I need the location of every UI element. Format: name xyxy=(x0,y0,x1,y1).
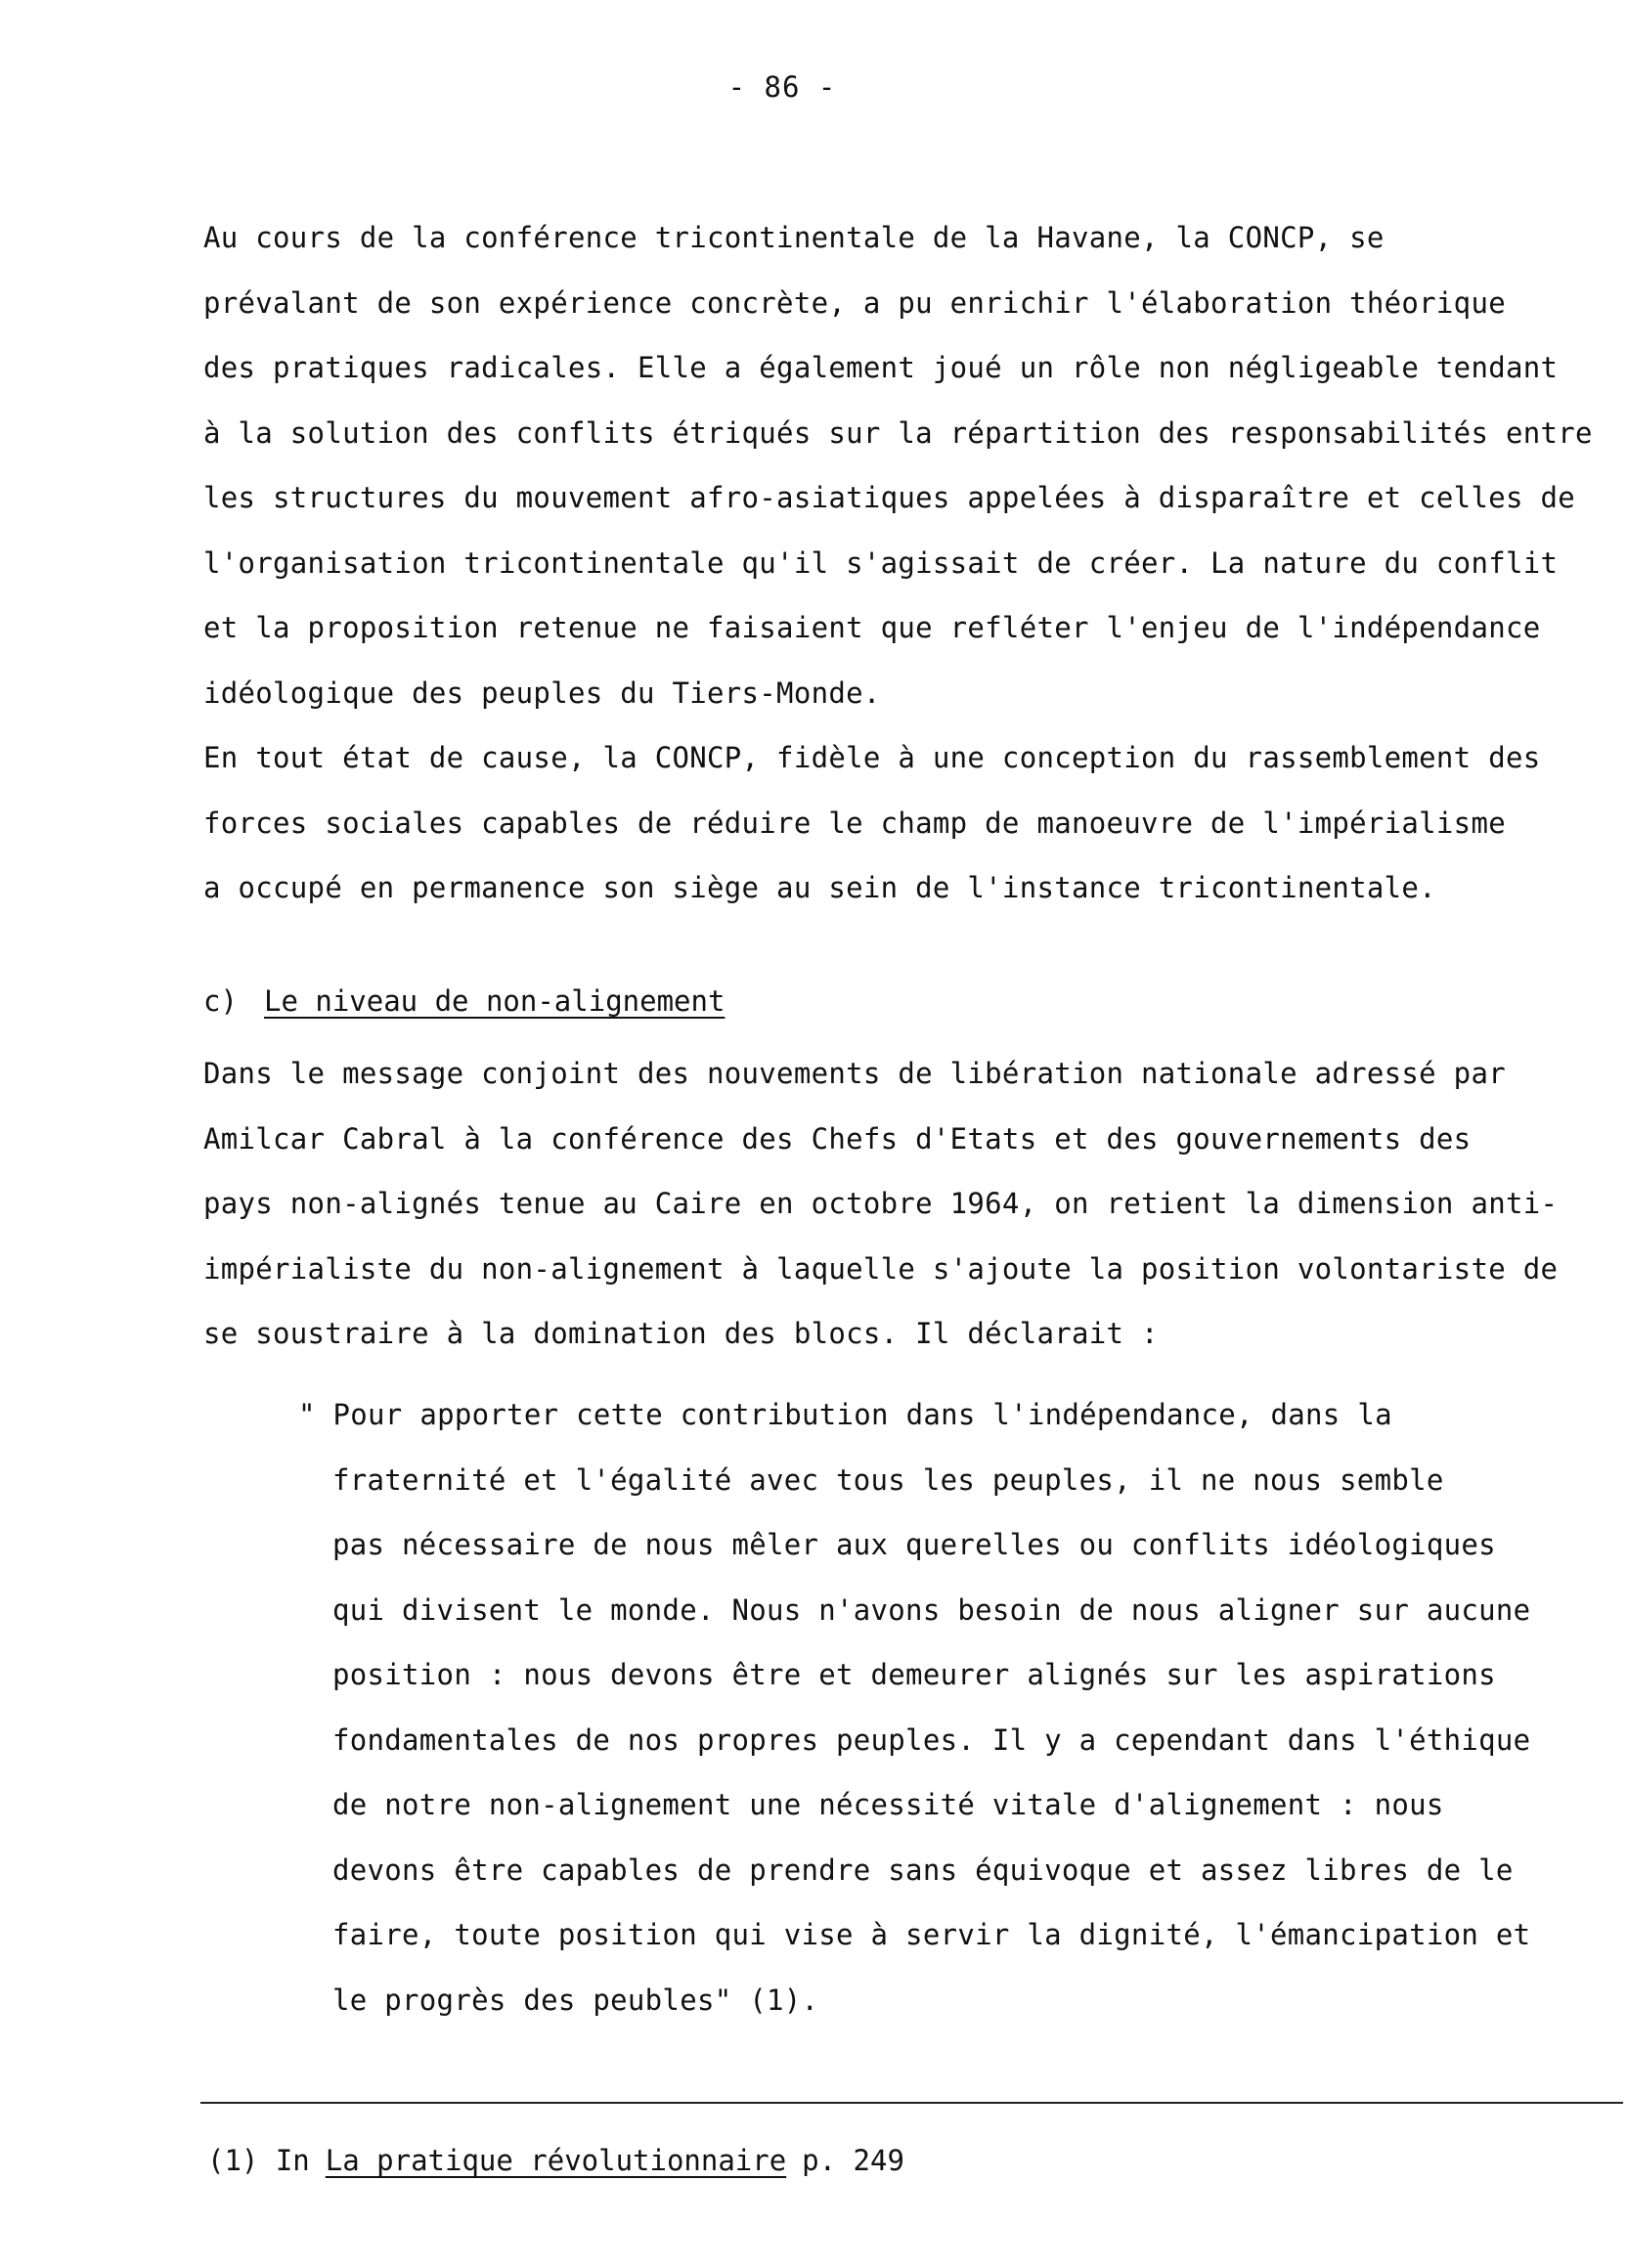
footnote-title: La pratique révolutionnaire xyxy=(325,2144,787,2177)
text-line: à la solution des conflits étriqués sur la répartition des responsabilités entre xyxy=(203,416,1593,450)
text-line: l'organisation tricontinentale qu'il s'agissait de créer. La nature du conflit xyxy=(203,546,1559,580)
section-title: Le niveau de non-alignement xyxy=(264,984,726,1018)
quote-line: de notre non-alignement une nécessité vitale d'alignement : nous xyxy=(332,1788,1444,1821)
text-line: En tout état de cause, la CONCP, fidèle à une conception du rassemblement des xyxy=(203,741,1541,774)
text-line: Dans le message conjoint des nouvements de libération nationale adressé par xyxy=(203,1057,1506,1090)
section-label: c) xyxy=(203,984,238,1018)
page-number: - 86 - xyxy=(727,70,837,104)
text-line: forces sociales capables de réduire le champ de manoeuvre de l'impérialisme xyxy=(203,807,1506,840)
footnote-marker: (1) In xyxy=(207,2144,310,2177)
quote-line: qui divisent le monde. Nous n'avons besoin de nous aligner sur aucune xyxy=(332,1593,1531,1627)
text-line: pays non-alignés tenue au Caire en octobre 1964, on retient la dimension anti- xyxy=(203,1187,1559,1220)
quote-line: " Pour apporter cette contribution dans l'indépendance, dans la xyxy=(298,1398,1392,1431)
quote-line: fondamentales de nos propres peuples. Il y a cependant dans l'éthique xyxy=(332,1723,1531,1757)
footnote-divider xyxy=(200,2102,1623,2104)
footnote xyxy=(207,2141,904,2180)
text-line: des pratiques radicales. Elle a également joué un rôle non négligeable tendant xyxy=(203,351,1559,384)
quote-line: position : nous devons être et demeurer alignés sur les aspirations xyxy=(332,1658,1496,1691)
text-line: les structures du mouvement afro-asiatiques appelées à disparaître et celles de xyxy=(203,481,1575,514)
text-line: prévalant de son expérience concrète, a pu enrichir l'élaboration théorique xyxy=(203,286,1506,320)
text-line: se soustraire à la domination des blocs. Il déclarait : xyxy=(203,1317,1159,1350)
quote-line: faire, toute position qui vise à servir la dignité, l'émancipation et xyxy=(332,1918,1531,1951)
quote-line: pas nécessaire de nous mêler aux querelles ou conflits idéologiques xyxy=(332,1528,1496,1561)
text-line: et la proposition retenue ne faisaient que refléter l'enjeu de l'indépendance xyxy=(203,611,1541,644)
footnote-page: p. 249 xyxy=(802,2144,904,2177)
text-line: a occupé en permanence son siège au sein de l'instance tricontinentale. xyxy=(203,871,1436,904)
text-line: impérialiste du non-alignement à laquelle s'ajoute la position volontariste de xyxy=(203,1252,1559,1286)
text-line: Au cours de la conférence tricontinentale de la Havane, la CONCP, se xyxy=(203,221,1385,254)
quote-line: devons être capables de prendre sans équivoque et assez libres de le xyxy=(332,1854,1514,1887)
quote-line: le progrès des peubles" (1). xyxy=(332,1984,819,2017)
text-line: idéologique des peuples du Tiers-Monde. xyxy=(203,676,881,710)
quote-line: fraternité et l'égalité avec tous les peuples, il ne nous semble xyxy=(332,1463,1444,1497)
text-line: Amilcar Cabral à la conférence des Chefs d'Etats et des gouvernements des xyxy=(203,1122,1472,1156)
